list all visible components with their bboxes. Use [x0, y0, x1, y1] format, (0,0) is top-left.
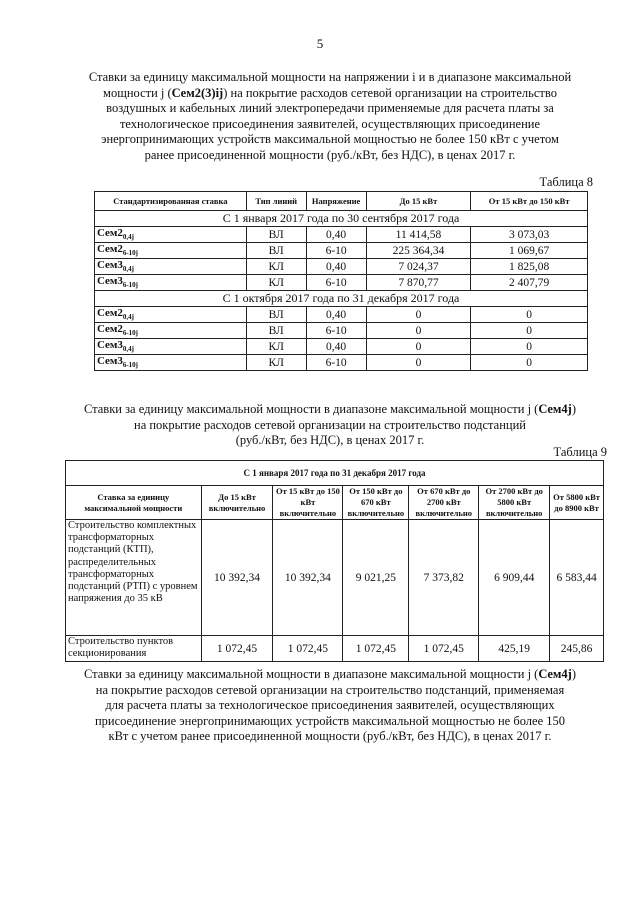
rate-subscript: 0,4j [122, 313, 134, 322]
table-row [95, 243, 588, 259]
paragraph-text: ) [571, 667, 577, 681]
col-header: Ставка за единицу максимальной мощности [66, 486, 202, 520]
table-cell: 7 024,37 [366, 259, 471, 275]
col-header: От 5800 кВт до 8900 кВт [550, 486, 604, 520]
heading-text: Ставки за единицу максимальной мощности в диапазоне максимальной мощности j ( [83, 402, 539, 416]
table-cell: КЛ [246, 339, 306, 355]
table-row [95, 339, 588, 355]
rate-symbol: Cем3 [97, 275, 123, 288]
table-cell: 9 021,25 [343, 520, 409, 636]
table-cell: 0 [471, 307, 588, 323]
rate-label [95, 307, 247, 323]
table-cell: 3 073,03 [471, 227, 588, 243]
table-cell: 6 583,44 [550, 520, 604, 636]
table-header-row [66, 486, 604, 520]
heading-text: ) на покрытие расходов сетевой организации на строительство [223, 85, 557, 100]
table-cell: ВЛ [246, 307, 306, 323]
table-8 [94, 191, 588, 371]
heading-line [60, 402, 600, 418]
rate-subscript: 0,4j [122, 345, 134, 354]
rate-symbol: Cем3 [97, 339, 123, 352]
paragraph-line: присоединение энергопринимающих устройств максимальной мощностью не более 150 [94, 713, 566, 728]
table-cell: 1 072,45 [273, 636, 343, 662]
table-row [66, 520, 604, 636]
col-header: До 15 кВт [366, 192, 471, 211]
table-cell: ВЛ [246, 227, 306, 243]
table-cell: 225 364,34 [366, 243, 471, 259]
table-row [66, 636, 604, 662]
table-cell: 6 909,44 [479, 520, 550, 636]
paragraph-line: на покрытие расходов сетевой организации на строительство подстанций, применяемая [95, 682, 565, 697]
paragraph-line: кВт с учетом ранее присоединенной мощности (руб./кВт, без НДС), в ценах 2017 г. [108, 729, 552, 743]
rate-label [95, 355, 247, 371]
table-cell: 0,40 [306, 339, 366, 355]
table-cell: 6-10 [306, 355, 366, 371]
table-period-row [95, 291, 588, 307]
col-header: От 670 кВт до 2700 кВт включительно [409, 486, 479, 520]
table-cell: КЛ [246, 259, 306, 275]
table-cell: 1 072,45 [343, 636, 409, 662]
table-cell: 245,86 [550, 636, 604, 662]
rate-subscript: 6-10j [122, 329, 138, 338]
rate-symbol: Cем3 [97, 355, 123, 368]
section3-paragraph [60, 667, 600, 745]
rate-symbol: Cем2 [97, 323, 123, 336]
rate-subscript: 0,4j [122, 233, 134, 242]
rate-symbol: Cем2 [97, 307, 123, 320]
paragraph-text: Ставки за единицу максимальной мощности в диапазоне максимальной мощности j ( [83, 667, 539, 681]
heading-line: воздушных и кабельных линий электропередачи применяемые для расчета платы за [106, 101, 554, 115]
table-cell: 1 825,08 [471, 259, 588, 275]
rate-symbol: Cем2 [97, 243, 123, 256]
table-cell: 0 [471, 323, 588, 339]
heading-text: мощности j ( [103, 85, 172, 100]
table-cell: 1 069,67 [471, 243, 588, 259]
table-cell: 0 [366, 323, 471, 339]
rate-symbol: Cем3 [97, 259, 123, 272]
rate-label [95, 259, 247, 275]
col-header: От 2700 кВт до 5800 кВт включительно [479, 486, 550, 520]
heading-text: ) [571, 402, 577, 416]
section1-heading [60, 70, 600, 163]
section2-heading [60, 402, 600, 449]
period-label: С 1 января 2017 года по 31 декабря 2017 года [66, 461, 604, 486]
rate-symbol: Cем2(3)ij [171, 85, 224, 100]
row-description: Строительство пунктов секционирования [66, 636, 202, 662]
table-cell: 6-10 [306, 323, 366, 339]
table-row [95, 227, 588, 243]
rate-subscript: 6-10j [122, 361, 138, 370]
table-row [95, 307, 588, 323]
table-header-row [95, 192, 588, 211]
table-cell: 1 072,45 [409, 636, 479, 662]
table-row [95, 323, 588, 339]
heading-line: на покрытие расходов сетевой организации на строительство подстанций [134, 417, 526, 432]
table-cell: 0 [471, 355, 588, 371]
rate-label [95, 275, 247, 291]
table-cell: 0 [471, 339, 588, 355]
rate-label [95, 323, 247, 339]
table-cell: 1 072,45 [201, 636, 273, 662]
heading-line: технологическое присоединения заявителей, осуществляющих присоединение [119, 116, 541, 131]
table-cell: 0,40 [306, 307, 366, 323]
table-cell: 0 [366, 339, 471, 355]
heading-line: ранее присоединенной мощности (руб./кВт, без НДС), в ценах 2017 г. [144, 147, 516, 162]
table9-caption: Таблица 9 [553, 445, 607, 459]
paragraph-line: для расчета платы за технологическое присоединения заявителей, осуществляющих [105, 698, 555, 712]
rate-subscript: 6-10j [122, 281, 138, 290]
table-cell: 6-10 [306, 275, 366, 291]
col-header: Стандартизированная ставка [95, 192, 247, 211]
table-cell: 0 [366, 355, 471, 371]
period-label: С 1 января 2017 года по 30 сентября 2017 года [95, 211, 588, 227]
col-header: От 15 кВт до 150 кВт включительно [273, 486, 343, 520]
table-cell: 425,19 [479, 636, 550, 662]
table-row [95, 355, 588, 371]
col-header: Тип линий [246, 192, 306, 211]
table-cell: 0,40 [306, 259, 366, 275]
paragraph-line [60, 667, 600, 683]
table-row [95, 259, 588, 275]
col-header: Напряжение [306, 192, 366, 211]
table-cell: 0 [366, 307, 471, 323]
table-cell: КЛ [246, 355, 306, 371]
row-description: Строительство комплектных трансформаторных подстанций (КТП), распределительных трансформаторных подстанций (РТП) с уровнем напряжения до 35 кВ [66, 520, 202, 636]
table-cell: 2 407,79 [471, 275, 588, 291]
table-9 [65, 460, 604, 662]
table-cell: ВЛ [246, 323, 306, 339]
heading-line: энергопринимающих устройств максимальной мощностью не более 150 кВт с учетом [101, 132, 559, 146]
table-cell: 7 373,82 [409, 520, 479, 636]
table-cell: КЛ [246, 275, 306, 291]
rate-subscript: 6-10j [122, 249, 138, 258]
table8-caption: Таблица 8 [539, 175, 593, 189]
table-cell: 10 392,34 [201, 520, 273, 636]
table-cell: 10 392,34 [273, 520, 343, 636]
period-label: С 1 октября 2017 года по 31 декабря 2017 года [95, 291, 588, 307]
page-number: 5 [316, 36, 324, 51]
rate-symbol: Cем2 [97, 227, 123, 240]
rate-symbol: Cем4j [538, 667, 572, 681]
rate-label [95, 243, 247, 259]
heading-line [60, 86, 600, 102]
table-cell: ВЛ [246, 243, 306, 259]
rate-symbol: Cем4j [538, 402, 572, 416]
table-period-row [95, 211, 588, 227]
heading-line: Ставки за единицу максимальной мощности на напряжении i и в диапазоне максимальной [88, 70, 572, 84]
table-row [95, 275, 588, 291]
rate-label [95, 227, 247, 243]
rate-subscript: 0,4j [122, 265, 134, 274]
rate-label [95, 339, 247, 355]
table-cell: 11 414,58 [366, 227, 471, 243]
table-cell: 0,40 [306, 227, 366, 243]
col-header: До 15 кВт включительно [201, 486, 273, 520]
table-period-row [66, 461, 604, 486]
table-cell: 6-10 [306, 243, 366, 259]
heading-line: (руб./кВт, без НДС), в ценах 2017 г. [235, 433, 425, 447]
table-cell: 7 870,77 [366, 275, 471, 291]
col-header: От 15 кВт до 150 кВт [471, 192, 588, 211]
col-header: От 150 кВт до 670 кВт включительно [343, 486, 409, 520]
